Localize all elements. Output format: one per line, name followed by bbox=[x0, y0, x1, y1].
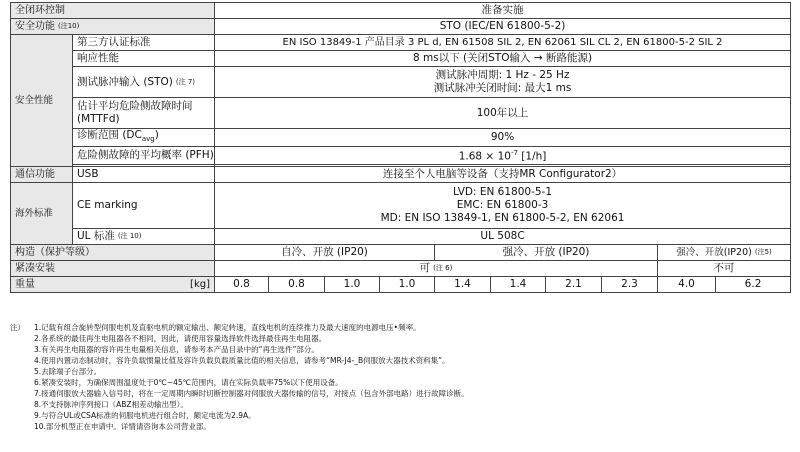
close-install-value-1-cell bbox=[215, 260, 658, 276]
weight-value: 0.8 bbox=[215, 276, 269, 292]
row-test-pulse bbox=[11, 67, 791, 98]
weight-label: 重量 bbox=[15, 278, 35, 290]
close-install-label: 紧凑安装 bbox=[11, 260, 215, 276]
weight-value: 1.4 bbox=[435, 276, 491, 292]
ul-label: UL 标准 bbox=[77, 229, 115, 242]
row-ce bbox=[11, 182, 791, 228]
note-item: 3.有关再生电阻器的容许再生电量相关信息，请参考本产品目录中的“再生选件”部分。 bbox=[34, 345, 319, 354]
test-pulse-label: 测试脉冲输入 (STO) bbox=[77, 75, 173, 88]
structure-value-3-cell bbox=[658, 244, 791, 260]
row-close-install bbox=[11, 260, 791, 276]
row-third-party bbox=[11, 35, 791, 51]
note-item: 10.部分机型正在申请中。详情请咨询本公司营业部。 bbox=[34, 422, 211, 431]
ul-value: UL 508C bbox=[215, 228, 791, 244]
row-communication bbox=[11, 166, 791, 182]
row-dc bbox=[11, 129, 791, 147]
communication-usb: USB bbox=[73, 166, 215, 182]
note-item bbox=[10, 322, 790, 333]
weight-unit: [kg] bbox=[190, 278, 210, 290]
pfh-label: 危险侧故障的平均概率 (PFH) bbox=[73, 147, 215, 165]
third-party-label: 第三方认证标准 bbox=[73, 35, 215, 51]
weight-value: 2.3 bbox=[602, 276, 658, 292]
test-pulse-note: (注 7) bbox=[175, 77, 196, 86]
mttfd-label-cell bbox=[73, 98, 215, 129]
full-closed-loop-value: 准备实施 bbox=[215, 3, 791, 19]
weight-value: 1.0 bbox=[325, 276, 380, 292]
ul-label-cell bbox=[73, 228, 215, 244]
communication-label: 通信功能 bbox=[11, 166, 73, 182]
pfh-value-exp: -7 bbox=[510, 149, 518, 158]
safety-function-note: (注10) bbox=[58, 22, 80, 30]
close-install-note: (注 6) bbox=[433, 263, 453, 272]
row-full-closed-loop bbox=[11, 3, 791, 19]
dc-value: 90% bbox=[215, 129, 791, 147]
notes-prefix: 注） bbox=[10, 323, 25, 332]
structure-label: 构造（保护等级） bbox=[11, 244, 215, 260]
overseas-label: 海外标准 bbox=[11, 182, 73, 244]
mttfd-value: 100年以上 bbox=[215, 98, 791, 129]
weight-value: 2.1 bbox=[546, 276, 602, 292]
test-pulse-line2: 测试脉冲关闭时间: 最大1 ms bbox=[433, 82, 572, 94]
note-item: 5.去除端子台部分。 bbox=[34, 367, 102, 376]
third-party-value: EN ISO 13849-1 产品目录 3 PL d, EN 61508 SIL 2, EN 62061 SIL CL 2, EN 61800-5-2 SIL 2 bbox=[215, 35, 791, 51]
communication-value: 连接至个人电脑等设备（支持MR Configurator2） bbox=[215, 166, 791, 182]
ul-note: (注 10) bbox=[117, 231, 142, 240]
ce-md: MD: EN ISO 13849-1, EN 61800-5-2, EN 62061 bbox=[380, 211, 625, 224]
notes-section bbox=[10, 322, 790, 432]
row-weight bbox=[11, 276, 791, 292]
spec-table bbox=[10, 2, 791, 293]
structure-value-1: 自冷、开放 (IP20) bbox=[215, 244, 435, 260]
mttfd-label-1: 估计平均危险侧故障时间 bbox=[77, 100, 193, 112]
test-pulse-value bbox=[215, 67, 791, 98]
note-item: 4.使用内置动态制动时，容许负载惯量比值及容许负载负载质量比值的相关信息，请参考“MR-J4-_B伺服放大器技术资料集”。 bbox=[34, 356, 450, 365]
weight-value: 4.0 bbox=[658, 276, 716, 292]
structure-value-2: 强冷、开放 (IP20) bbox=[435, 244, 658, 260]
row-structure bbox=[11, 244, 791, 260]
weight-value: 1.4 bbox=[491, 276, 546, 292]
structure-value-3: 强冷、开放(IP20) bbox=[676, 246, 752, 258]
pfh-value-unit: [1/h] bbox=[517, 150, 547, 163]
test-pulse-label-cell bbox=[73, 67, 215, 98]
pfh-value bbox=[215, 147, 791, 165]
structure-note: (注5) bbox=[754, 247, 772, 256]
weight-label-cell bbox=[11, 276, 215, 292]
note-item: 8.不支持脉冲序列接口（ABZ相差动输出型）。 bbox=[34, 400, 188, 409]
full-closed-loop-label: 全闭环控制 bbox=[11, 3, 215, 19]
row-response bbox=[11, 51, 791, 67]
ce-emc: EMC: EN 61800-3 bbox=[456, 198, 549, 211]
ce-lvd: LVD: EN 61800-5-1 bbox=[453, 185, 553, 198]
response-label: 响应性能 bbox=[73, 51, 215, 67]
row-ul bbox=[11, 228, 791, 244]
test-pulse-line1: 测试脉冲周期: 1 Hz - 25 Hz bbox=[435, 69, 570, 81]
weight-value: 1.0 bbox=[380, 276, 435, 292]
close-install-value-1: 可 bbox=[419, 261, 431, 274]
safety-function-value: STO (IEC/EN 61800-5-2) bbox=[215, 19, 791, 35]
row-mttfd bbox=[11, 98, 791, 129]
note-item: 9.与符合UL或CSA标准的伺服电机进行组合时，额定电流为2.9A。 bbox=[34, 411, 256, 420]
ce-value bbox=[215, 182, 791, 228]
ce-label: CE marking bbox=[73, 182, 215, 228]
safety-function-label-cell bbox=[11, 19, 215, 35]
weight-value: 6.2 bbox=[716, 276, 791, 292]
row-pfh bbox=[11, 147, 791, 165]
note-item: 6.紧凑安装时，为确保周围温度处于0℃~45℃范围内，请在实际负载率75%以下使用设备。 bbox=[34, 378, 343, 387]
response-value: 8 ms以下 (关闭STO输入 → 断路能源) bbox=[215, 51, 791, 67]
note-text: 1.记载有组合旋转型伺服电机及直驱电机的额定输出、额定转速，直线电机的连续推力及最大速度的电源电压•频率。 bbox=[34, 323, 421, 332]
weight-value: 0.8 bbox=[269, 276, 325, 292]
safety-function-label: 安全功能 bbox=[15, 21, 55, 32]
mttfd-label-2: (MTTFd) bbox=[77, 113, 120, 125]
close-install-value-2: 不可 bbox=[658, 260, 791, 276]
row-safety-function bbox=[11, 19, 791, 35]
dc-label-sub: avg bbox=[141, 135, 155, 144]
pfh-value-base: 1.68 × 10 bbox=[458, 150, 511, 163]
note-item: 2.各系统的最佳再生电阻器各不相同，因此，请使用容量选择软件选择最佳再生电阻器。 bbox=[34, 334, 327, 343]
note-item: 7.接通伺服放大器输入信号时，将在一定周期内瞬时切断控制器对伺服放大器传输的信号，对接点（包含外部电路）进行故障诊断。 bbox=[34, 389, 469, 398]
dc-label-cell bbox=[73, 129, 215, 147]
safety-performance-label: 安全性能 bbox=[11, 35, 73, 167]
dc-label-end: ) bbox=[154, 129, 159, 141]
dc-label: 诊断范围 (DC bbox=[77, 129, 142, 141]
